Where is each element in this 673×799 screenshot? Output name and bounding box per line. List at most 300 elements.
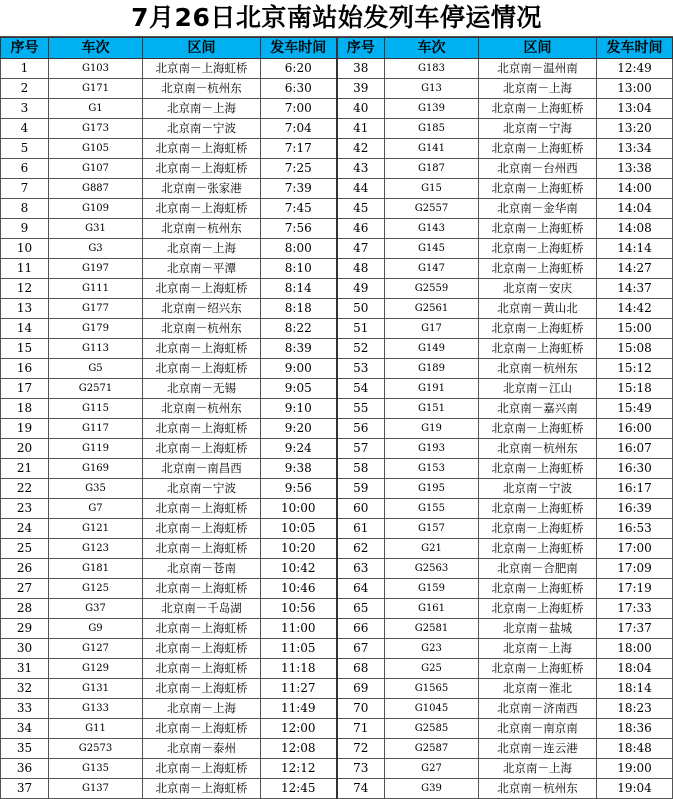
departure-time: 10:46 [261,579,337,599]
train-number: G179 [49,319,143,339]
row-index: 3 [1,99,49,119]
train-number: G2563 [385,559,479,579]
row-index: 35 [1,739,49,759]
row-index: 7 [1,179,49,199]
route: 北京南－上海虹桥 [479,459,597,479]
route: 北京南－杭州东 [143,399,261,419]
departure-time: 13:00 [597,79,673,99]
row-index: 40 [337,99,385,119]
route: 北京南－宁波 [143,479,261,499]
departure-time: 10:05 [261,519,337,539]
route: 北京南－上海虹桥 [143,539,261,559]
train-number: G157 [385,519,479,539]
route: 北京南－上海虹桥 [143,439,261,459]
table-row [1,539,673,559]
route: 北京南－杭州东 [479,359,597,379]
table-row [1,659,673,679]
row-index: 53 [337,359,385,379]
departure-time: 8:39 [261,339,337,359]
departure-time: 11:27 [261,679,337,699]
row-index: 2 [1,79,49,99]
table-row [1,519,673,539]
train-number: G155 [385,499,479,519]
route: 北京南－上海虹桥 [479,99,597,119]
train-number: G37 [49,599,143,619]
row-index: 71 [337,719,385,739]
row-index: 39 [337,79,385,99]
train-number: G2585 [385,719,479,739]
row-index: 58 [337,459,385,479]
departure-time: 17:19 [597,579,673,599]
route: 北京南－宁波 [143,119,261,139]
route: 北京南－上海虹桥 [143,719,261,739]
departure-time: 12:12 [261,759,337,779]
row-index: 70 [337,699,385,719]
departure-time: 6:30 [261,79,337,99]
departure-time: 18:36 [597,719,673,739]
route: 北京南－上海虹桥 [143,679,261,699]
train-number: G151 [385,399,479,419]
train-number: G177 [49,299,143,319]
train-number: G39 [385,779,479,799]
train-number: G193 [385,439,479,459]
route: 北京南－上海虹桥 [143,639,261,659]
row-index: 59 [337,479,385,499]
table-row [1,199,673,219]
route: 北京南－上海虹桥 [143,359,261,379]
header-train: 车次 [385,38,479,59]
departure-time: 15:12 [597,359,673,379]
route: 北京南－合肥南 [479,559,597,579]
train-number: G153 [385,459,479,479]
row-index: 33 [1,699,49,719]
row-index: 10 [1,239,49,259]
row-index: 72 [337,739,385,759]
row-index: 45 [337,199,385,219]
departure-time: 18:04 [597,659,673,679]
row-index: 52 [337,339,385,359]
route: 北京南－盐城 [479,619,597,639]
train-number: G23 [385,639,479,659]
train-number: G2587 [385,739,479,759]
route: 北京南－张家港 [143,179,261,199]
departure-time: 8:00 [261,239,337,259]
route: 北京南－上海虹桥 [143,659,261,679]
train-number: G139 [385,99,479,119]
suspension-table [0,37,673,799]
route: 北京南－上海虹桥 [143,619,261,639]
header-route: 区间 [143,38,261,59]
row-index: 32 [1,679,49,699]
route: 北京南－杭州东 [143,319,261,339]
header-departure-time: 发车时间 [261,38,337,59]
row-index: 68 [337,659,385,679]
row-index: 69 [337,679,385,699]
table-row [1,159,673,179]
train-number: G145 [385,239,479,259]
row-index: 4 [1,119,49,139]
row-index: 56 [337,419,385,439]
row-index: 12 [1,279,49,299]
train-number: G115 [49,399,143,419]
row-index: 5 [1,139,49,159]
table-row [1,699,673,719]
train-number: G187 [385,159,479,179]
table-row [1,679,673,699]
departure-time: 13:04 [597,99,673,119]
departure-time: 12:45 [261,779,337,799]
route: 北京南－上海虹桥 [143,339,261,359]
table-row [1,619,673,639]
train-number: G2571 [49,379,143,399]
table-row [1,779,673,799]
route: 北京南－连云港 [479,739,597,759]
row-index: 11 [1,259,49,279]
train-number: G15 [385,179,479,199]
departure-time: 17:33 [597,599,673,619]
departure-time: 16:17 [597,479,673,499]
route: 北京南－杭州东 [479,439,597,459]
train-number: G35 [49,479,143,499]
table-row [1,239,673,259]
row-index: 24 [1,519,49,539]
table-row [1,459,673,479]
route: 北京南－济南西 [479,699,597,719]
departure-time: 16:39 [597,499,673,519]
table-row [1,499,673,519]
train-number: G149 [385,339,479,359]
route: 北京南－上海 [143,699,261,719]
train-number: G9 [49,619,143,639]
departure-time: 14:27 [597,259,673,279]
route: 北京南－上海虹桥 [143,199,261,219]
train-number: G111 [49,279,143,299]
table-row [1,299,673,319]
route: 北京南－上海虹桥 [479,539,597,559]
route: 北京南－苍南 [143,559,261,579]
row-index: 17 [1,379,49,399]
train-number: G181 [49,559,143,579]
departure-time: 14:00 [597,179,673,199]
route: 北京南－宁波 [479,479,597,499]
header-index: 序号 [337,38,385,59]
train-number: G887 [49,179,143,199]
departure-time: 18:00 [597,639,673,659]
departure-time: 14:08 [597,219,673,239]
route: 北京南－上海虹桥 [143,499,261,519]
departure-time: 9:56 [261,479,337,499]
route: 北京南－上海虹桥 [479,599,597,619]
train-number: G107 [49,159,143,179]
departure-time: 6:20 [261,59,337,79]
departure-time: 16:53 [597,519,673,539]
train-number: G2581 [385,619,479,639]
departure-time: 7:17 [261,139,337,159]
row-index: 28 [1,599,49,619]
train-number: G183 [385,59,479,79]
route: 北京南－金华南 [479,199,597,219]
row-index: 74 [337,779,385,799]
route: 北京南－上海虹桥 [479,239,597,259]
route: 北京南－上海虹桥 [143,519,261,539]
train-number: G143 [385,219,479,239]
departure-time: 8:22 [261,319,337,339]
table-row [1,479,673,499]
route: 北京南－平潭 [143,259,261,279]
row-index: 1 [1,59,49,79]
route: 北京南－上海虹桥 [143,579,261,599]
train-number: G147 [385,259,479,279]
row-index: 18 [1,399,49,419]
train-number: G103 [49,59,143,79]
table-row [1,339,673,359]
train-number: G25 [385,659,479,679]
row-index: 38 [337,59,385,79]
route: 北京南－千岛湖 [143,599,261,619]
route: 北京南－无锡 [143,379,261,399]
table-row [1,419,673,439]
train-number: G105 [49,139,143,159]
row-index: 66 [337,619,385,639]
departure-time: 8:18 [261,299,337,319]
train-number: G127 [49,639,143,659]
row-index: 20 [1,439,49,459]
departure-time: 12:08 [261,739,337,759]
departure-time: 15:49 [597,399,673,419]
route: 北京南－上海 [479,639,597,659]
train-number: G137 [49,779,143,799]
route: 北京南－上海虹桥 [479,259,597,279]
row-index: 63 [337,559,385,579]
row-index: 13 [1,299,49,319]
row-index: 31 [1,659,49,679]
row-index: 16 [1,359,49,379]
train-number: G11 [49,719,143,739]
table-row [1,179,673,199]
train-number: G1565 [385,679,479,699]
route: 北京南－泰州 [143,739,261,759]
departure-time: 11:18 [261,659,337,679]
train-number: G2557 [385,199,479,219]
train-number: G17 [385,319,479,339]
train-number: G121 [49,519,143,539]
departure-time: 15:00 [597,319,673,339]
train-number: G169 [49,459,143,479]
departure-time: 17:00 [597,539,673,559]
train-number: G173 [49,119,143,139]
departure-time: 12:49 [597,59,673,79]
departure-time: 9:10 [261,399,337,419]
row-index: 37 [1,779,49,799]
train-number: G141 [385,139,479,159]
departure-time: 11:49 [261,699,337,719]
train-number: G13 [385,79,479,99]
row-index: 26 [1,559,49,579]
departure-time: 16:30 [597,459,673,479]
row-index: 22 [1,479,49,499]
train-number: G171 [49,79,143,99]
row-index: 61 [337,519,385,539]
route: 北京南－上海虹桥 [479,219,597,239]
route: 北京南－上海虹桥 [479,419,597,439]
departure-time: 12:00 [261,719,337,739]
train-number: G117 [49,419,143,439]
route: 北京南－嘉兴南 [479,399,597,419]
row-index: 49 [337,279,385,299]
table-row [1,599,673,619]
table-row [1,119,673,139]
table-row [1,99,673,119]
route: 北京南－上海虹桥 [479,499,597,519]
route: 北京南－杭州东 [143,79,261,99]
departure-time: 15:18 [597,379,673,399]
train-number: G195 [385,479,479,499]
route: 北京南－上海虹桥 [479,579,597,599]
departure-time: 10:00 [261,499,337,519]
row-index: 65 [337,599,385,619]
departure-time: 8:10 [261,259,337,279]
departure-time: 19:00 [597,759,673,779]
row-index: 14 [1,319,49,339]
table-row [1,219,673,239]
row-index: 25 [1,539,49,559]
row-index: 21 [1,459,49,479]
departure-time: 18:14 [597,679,673,699]
route: 北京南－上海虹桥 [479,519,597,539]
departure-time: 7:56 [261,219,337,239]
train-number: G31 [49,219,143,239]
departure-time: 7:25 [261,159,337,179]
header-index: 序号 [1,38,49,59]
row-index: 27 [1,579,49,599]
route: 北京南－上海虹桥 [143,139,261,159]
train-number: G135 [49,759,143,779]
train-number: G2561 [385,299,479,319]
header-train: 车次 [49,38,143,59]
route: 北京南－南京南 [479,719,597,739]
train-number: G161 [385,599,479,619]
table-row [1,739,673,759]
table-row [1,719,673,739]
route: 北京南－上海 [479,79,597,99]
departure-time: 9:38 [261,459,337,479]
departure-time: 11:00 [261,619,337,639]
route: 北京南－上海虹桥 [143,279,261,299]
table-row [1,579,673,599]
route: 北京南－杭州东 [143,219,261,239]
train-number: G27 [385,759,479,779]
train-number: G1045 [385,699,479,719]
route: 北京南－上海虹桥 [143,159,261,179]
departure-time: 9:24 [261,439,337,459]
route: 北京南－上海 [143,99,261,119]
route: 北京南－上海虹桥 [479,319,597,339]
train-number: G109 [49,199,143,219]
route: 北京南－南昌西 [143,459,261,479]
row-index: 54 [337,379,385,399]
train-number: G189 [385,359,479,379]
table-row [1,559,673,579]
departure-time: 7:39 [261,179,337,199]
row-index: 36 [1,759,49,779]
row-index: 51 [337,319,385,339]
page-title: 7月26日北京南站始发列车停运情况 [0,0,673,37]
train-number: G197 [49,259,143,279]
table-row [1,639,673,659]
table-row [1,359,673,379]
row-index: 34 [1,719,49,739]
departure-time: 8:14 [261,279,337,299]
row-index: 64 [337,579,385,599]
row-index: 57 [337,439,385,459]
row-index: 55 [337,399,385,419]
departure-time: 19:04 [597,779,673,799]
departure-time: 11:05 [261,639,337,659]
row-index: 8 [1,199,49,219]
departure-time: 14:04 [597,199,673,219]
route: 北京南－黄山北 [479,299,597,319]
departure-time: 15:08 [597,339,673,359]
row-index: 30 [1,639,49,659]
route: 北京南－江山 [479,379,597,399]
train-number: G129 [49,659,143,679]
departure-time: 18:23 [597,699,673,719]
route: 北京南－上海虹桥 [479,339,597,359]
train-number: G19 [385,419,479,439]
table-row [1,399,673,419]
row-index: 29 [1,619,49,639]
departure-time: 14:14 [597,239,673,259]
train-number: G185 [385,119,479,139]
header-route: 区间 [479,38,597,59]
route: 北京南－杭州东 [479,779,597,799]
row-index: 19 [1,419,49,439]
row-index: 60 [337,499,385,519]
row-index: 73 [337,759,385,779]
departure-time: 14:37 [597,279,673,299]
train-number: G133 [49,699,143,719]
route: 北京南－上海虹桥 [143,419,261,439]
row-index: 50 [337,299,385,319]
row-index: 62 [337,539,385,559]
train-number: G5 [49,359,143,379]
route: 北京南－上海虹桥 [479,179,597,199]
departure-time: 13:38 [597,159,673,179]
departure-time: 9:20 [261,419,337,439]
departure-time: 7:45 [261,199,337,219]
departure-time: 16:07 [597,439,673,459]
departure-time: 17:37 [597,619,673,639]
table-row [1,139,673,159]
table-row [1,79,673,99]
table-row [1,319,673,339]
departure-time: 18:48 [597,739,673,759]
row-index: 46 [337,219,385,239]
departure-time: 10:20 [261,539,337,559]
row-index: 47 [337,239,385,259]
header-row [1,38,673,59]
route: 北京南－宁海 [479,119,597,139]
train-number: G1 [49,99,143,119]
route: 北京南－温州南 [479,59,597,79]
table-row [1,379,673,399]
route: 北京南－上海 [143,239,261,259]
departure-time: 16:00 [597,419,673,439]
train-number: G191 [385,379,479,399]
route: 北京南－台州西 [479,159,597,179]
table-row [1,279,673,299]
row-index: 23 [1,499,49,519]
